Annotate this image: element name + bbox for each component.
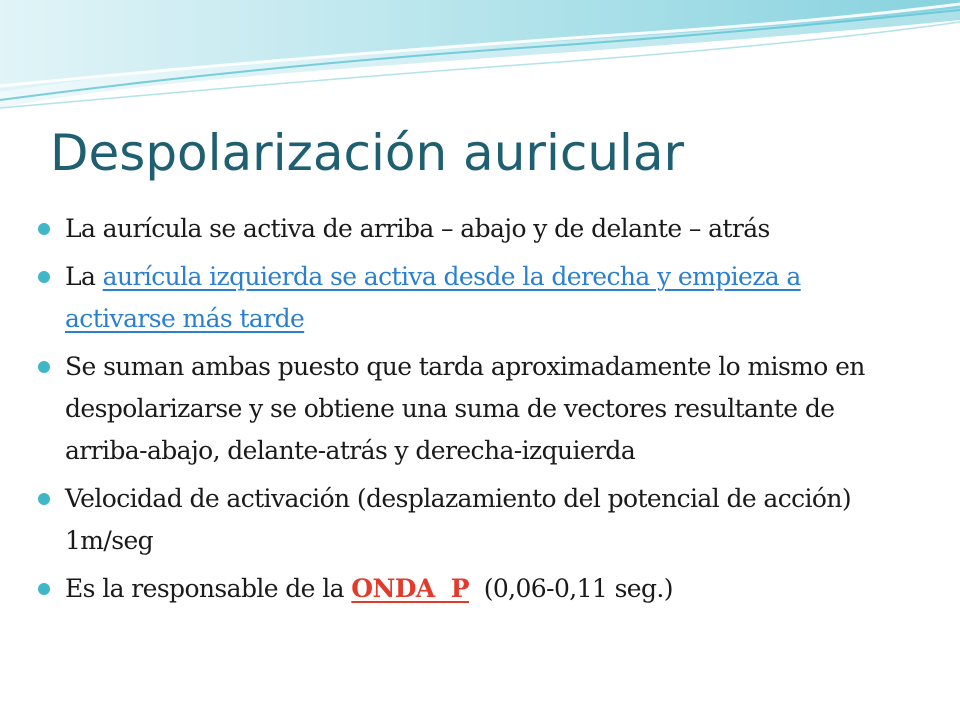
bullet-text: La aurícula se activa de arriba – abajo y de delante – atrás: [65, 214, 770, 243]
bullet-text-suffix: (0,06-0,11 seg.): [469, 574, 673, 603]
bullet-dot-icon: [38, 361, 50, 373]
bullet-item: [38, 346, 918, 472]
bullet-item: [38, 208, 918, 250]
bullet-text-prefix: Es la responsable de la: [65, 574, 352, 603]
bullet-item: [38, 256, 918, 340]
bullet-dot-icon: [38, 583, 50, 595]
onda-p-highlight: ONDA P: [351, 574, 469, 603]
bullet-hyperlink[interactable]: aurícula izquierda se activa desde la derecha y empieza a activarse más tarde: [65, 262, 801, 333]
bullet-dot-icon: [38, 493, 50, 505]
bullet-dot-icon: [38, 223, 50, 235]
bullet-item: [38, 478, 918, 562]
bullet-dot-icon: [38, 271, 50, 283]
bullet-text: Velocidad de activación (desplazamiento del potencial de acción) 1m/seg: [65, 484, 852, 555]
wave-header-decoration: [0, 0, 960, 130]
bullet-list: [38, 208, 918, 610]
bullet-text-prefix: La: [65, 262, 103, 291]
bullet-item: [38, 568, 918, 610]
bullet-text: Se suman ambas puesto que tarda aproximadamente lo mismo en despolarizarse y se obtiene una suma de vectores resultante de arriba-abajo, delante-atrás y derecha-izquierda: [65, 352, 865, 465]
slide-title: Despolarización auricular: [50, 124, 685, 182]
